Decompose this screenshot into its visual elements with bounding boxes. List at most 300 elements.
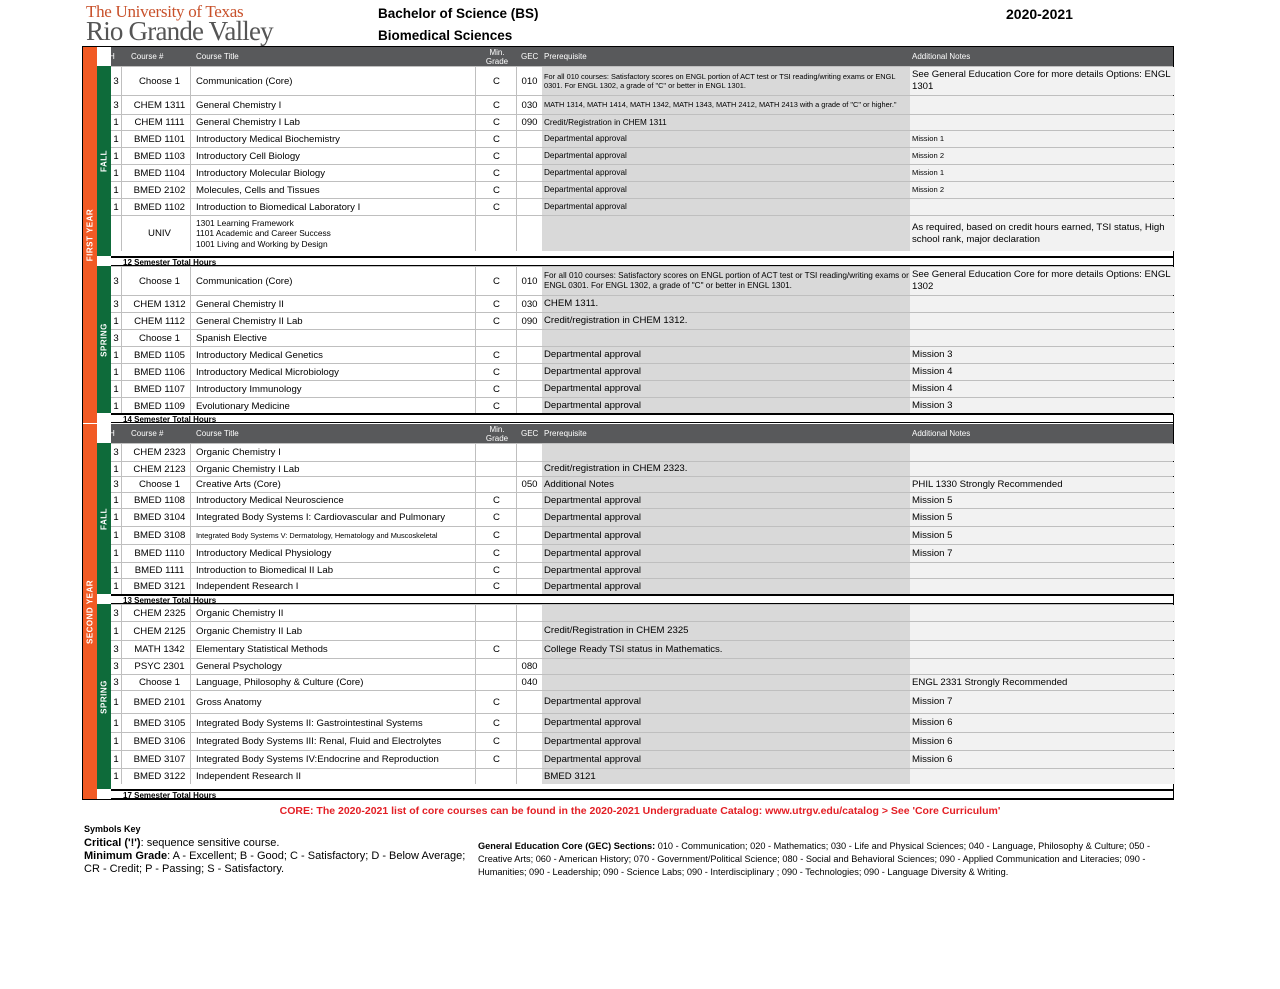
credit-hours: 1 xyxy=(111,313,122,329)
course-row xyxy=(111,578,1173,594)
course-number: BMED 1106 xyxy=(129,364,191,380)
prerequisite: MATH 1314, MATH 1414, MATH 1342, MATH 1343, MATH 2412, MATH 2413 with a grade of "C" or higher." xyxy=(542,96,910,114)
course-number: BMED 1103 xyxy=(129,148,191,164)
gec-code xyxy=(517,364,542,380)
prerequisite: Credit/registration in CHEM 1312. xyxy=(542,313,910,329)
additional-notes: Mission 2 xyxy=(910,182,1175,198)
gec-text: 010 - Communication; 020 - Mathematics; 030 - Life and Physical Sciences; 040 - Language, Philosophy & Culture; 050 - Creative Arts; 060 - American History; 070 - Government/Political Science; 080 - Social and Behavioral Sciences; 090 - Applied Communication and Literacies; 090 - Humanities; 090 - Leadership; 090 - Science Labs; 090 - Interdisciplinary ; 090 - Technologies; 090 - Language Diversity & Writing. xyxy=(478,841,1151,877)
min-grade xyxy=(477,330,517,346)
min-grade: C xyxy=(477,96,517,114)
additional-notes: Mission 1 xyxy=(910,165,1175,181)
course-title: Gross Anatomy xyxy=(194,691,476,713)
course-title: Introduction to Biomedical Laboratory I xyxy=(194,199,476,215)
prerequisite: Departmental approval xyxy=(542,131,910,147)
course-title: Independent Research II xyxy=(194,769,476,784)
course-row xyxy=(111,164,1173,181)
critical-label: Critical ('!') xyxy=(84,837,141,849)
gec-code: 010 xyxy=(521,275,538,287)
additional-notes xyxy=(910,296,1175,312)
critical-flag xyxy=(122,691,129,713)
course-row xyxy=(111,346,1173,363)
min-grade-line2: Grade xyxy=(485,57,509,66)
course-number: BMED 1109 xyxy=(129,398,191,414)
course-number: BMED 1111 xyxy=(129,563,191,578)
additional-notes: PHIL 1330 Strongly Recommended xyxy=(910,477,1175,492)
additional-notes: As required, based on credit hours earned, TSI status, High school rank, major declaration xyxy=(910,216,1175,251)
credit-hours: 3 xyxy=(111,605,122,621)
prerequisite: Additional Notes xyxy=(542,477,910,492)
gec-code: 080 xyxy=(521,661,538,672)
critical-flag xyxy=(122,444,129,461)
course-number: CHEM 2323 xyxy=(129,444,191,461)
gec-legend xyxy=(478,840,1168,879)
column-prerequisite: Prerequisite xyxy=(544,52,587,61)
course-title: Introductory Medical Neuroscience xyxy=(194,493,476,508)
credit-hours: 1 xyxy=(111,182,122,198)
catalog-year: 2020-2021 xyxy=(1006,6,1073,22)
course-title: Introductory Molecular Biology xyxy=(194,165,476,181)
course-number: Choose 1 xyxy=(129,675,191,690)
prerequisite: Credit/Registration in CHEM 2325 xyxy=(542,622,910,640)
critical-flag xyxy=(122,675,129,690)
credit-hours: 1 xyxy=(111,714,122,732)
prerequisite: For all 010 courses: Satisfactory scores on ENGL portion of ACT test or TSI reading/writing exams or ENGL 0301. For ENGL 1302, a grade of "C" or better in ENGL 1301. xyxy=(542,267,910,295)
credit-hours: 1 xyxy=(111,751,122,768)
gec-code: 090 xyxy=(521,315,538,327)
prerequisite: Departmental approval xyxy=(542,509,910,526)
gec-code xyxy=(517,165,542,181)
course-row xyxy=(111,461,1173,476)
min-grade: C xyxy=(477,347,517,363)
utrgv-logo xyxy=(86,2,286,46)
additional-notes: Mission 1 xyxy=(910,131,1175,147)
credit-hours: 1 xyxy=(111,115,122,130)
course-row xyxy=(111,690,1173,713)
course-title: Introductory Medical Biochemistry xyxy=(194,131,476,147)
course-title-line: 1301 Learning Framework xyxy=(196,217,294,228)
gec-code xyxy=(517,148,542,164)
credit-hours: 3 xyxy=(111,675,122,690)
course-row xyxy=(111,768,1173,784)
year-label-bar xyxy=(83,424,97,799)
course-title: General Chemistry I Lab xyxy=(194,115,476,130)
gec-code xyxy=(517,769,542,784)
semester-label: SPRING xyxy=(99,679,109,714)
course-number: BMED 3121 xyxy=(129,579,191,594)
credit-hours: 1 xyxy=(111,545,122,562)
semester-total-hours xyxy=(111,256,1173,266)
critical-flag xyxy=(122,296,129,312)
symbols-legend xyxy=(84,837,474,876)
additional-notes xyxy=(910,313,1175,329)
course-number: BMED 3106 xyxy=(129,733,191,750)
min-grade: C xyxy=(477,563,517,578)
course-number: BMED 2101 xyxy=(129,691,191,713)
course-number: BMED 3107 xyxy=(129,751,191,768)
min-grade: C xyxy=(477,509,517,526)
prerequisite: CHEM 1311. xyxy=(542,296,910,312)
course-title: Integrated Body Systems V: Dermatology, Hematology and Muscoskeletal xyxy=(194,527,476,544)
course-row xyxy=(111,750,1173,768)
year-label-bar xyxy=(83,47,97,423)
critical-flag xyxy=(122,347,129,363)
course-row xyxy=(111,380,1173,397)
column-course-number: Course # xyxy=(131,429,164,438)
course-number: BMED 2102 xyxy=(129,182,191,198)
course-number: CHEM 1311 xyxy=(129,96,191,114)
column-critical: ! xyxy=(99,52,102,61)
course-title: Introduction to Biomedical II Lab xyxy=(194,563,476,578)
semester-total-label: 13 Semester Total Hours xyxy=(123,596,217,605)
critical-flag xyxy=(122,398,129,414)
credit-hours: 1 xyxy=(111,527,122,544)
min-grade: C xyxy=(477,182,517,198)
prerequisite: Departmental approval xyxy=(542,579,910,594)
course-number: BMED 1104 xyxy=(129,165,191,181)
course-row xyxy=(111,562,1173,578)
prerequisite xyxy=(542,444,910,461)
gec-code xyxy=(517,330,542,346)
min-grade: C xyxy=(477,493,517,508)
additional-notes xyxy=(910,579,1175,594)
column-course-title: Course Title xyxy=(196,429,239,438)
min-grade: C xyxy=(477,148,517,164)
additional-notes xyxy=(910,605,1175,621)
min-grade xyxy=(477,675,517,690)
additional-notes xyxy=(910,622,1175,640)
additional-notes xyxy=(910,769,1175,784)
prerequisite xyxy=(542,675,910,690)
gec-code xyxy=(517,545,542,562)
additional-notes xyxy=(910,199,1175,215)
column-hours: H xyxy=(109,52,115,61)
prerequisite: Departmental approval xyxy=(542,364,910,380)
column-notes: Additional Notes xyxy=(912,429,971,438)
critical-flag xyxy=(122,364,129,380)
additional-notes: See General Education Core for more details Options: ENGL 1302 xyxy=(910,267,1175,295)
credit-hours: 3 xyxy=(111,659,122,674)
critical-flag xyxy=(122,267,129,295)
gec-code xyxy=(517,199,542,215)
course-title: Introductory Cell Biology xyxy=(194,148,476,164)
min-grade: C xyxy=(477,364,517,380)
course-row xyxy=(111,526,1173,544)
min-grade-line1: Min. xyxy=(489,48,505,57)
course-title: General Chemistry II Lab xyxy=(194,313,476,329)
course-row xyxy=(111,604,1173,621)
course-row xyxy=(111,147,1173,164)
min-grade: C xyxy=(477,714,517,732)
credit-hours: 1 xyxy=(111,347,122,363)
critical-flag xyxy=(122,182,129,198)
gec-code: 090 xyxy=(521,117,538,128)
min-grade: C xyxy=(477,579,517,594)
additional-notes: Mission 5 xyxy=(910,527,1175,544)
critical-flag xyxy=(122,462,129,476)
semester-total-hours xyxy=(111,594,1173,604)
year-label: FIRST YEAR xyxy=(85,208,95,262)
course-title: Elementary Statistical Methods xyxy=(194,641,476,658)
course-number: BMED 3105 xyxy=(129,714,191,732)
critical-flag xyxy=(122,199,129,215)
course-row xyxy=(111,492,1173,508)
critical-flag xyxy=(122,381,129,397)
degree-title: Bachelor of Science (BS) xyxy=(378,6,539,21)
course-number: CHEM 1111 xyxy=(129,115,191,130)
course-number: BMED 1108 xyxy=(129,493,191,508)
course-number: BMED 1101 xyxy=(129,131,191,147)
course-title: Organic Chemistry I Lab xyxy=(194,462,476,476)
min-grade xyxy=(477,622,517,640)
credit-hours: 1 xyxy=(111,131,122,147)
additional-notes: Mission 4 xyxy=(910,364,1175,380)
prerequisite: Credit/Registration in CHEM 1311 xyxy=(542,115,910,130)
additional-notes xyxy=(910,659,1175,674)
course-row xyxy=(111,95,1173,114)
additional-notes xyxy=(910,444,1175,461)
prerequisite: Departmental approval xyxy=(542,691,910,713)
column-gec: GEC xyxy=(521,429,539,438)
min-grade xyxy=(477,769,517,784)
additional-notes xyxy=(910,96,1175,114)
course-row xyxy=(111,640,1173,658)
prerequisite: Departmental approval xyxy=(542,381,910,397)
course-row xyxy=(111,215,1173,251)
semester-label-bar xyxy=(97,604,111,789)
credit-hours: 1 xyxy=(111,769,122,784)
gec-code xyxy=(517,493,542,508)
course-title-line: 1101 Academic and Career Success xyxy=(196,228,331,239)
min-grade: C xyxy=(477,545,517,562)
course-title: Independent Research I xyxy=(194,579,476,594)
column-min-grade xyxy=(483,48,511,67)
course-title: Spanish Elective xyxy=(194,330,476,346)
semester-total-hours xyxy=(111,789,1173,799)
critical-flag xyxy=(122,641,129,658)
column-notes: Additional Notes xyxy=(912,52,971,61)
additional-notes xyxy=(910,462,1175,476)
credit-hours: 3 xyxy=(111,96,122,114)
semester-total-label: 14 Semester Total Hours xyxy=(123,415,217,424)
semester-label: SPRING xyxy=(99,322,109,357)
course-number: MATH 1342 xyxy=(129,641,191,658)
prerequisite xyxy=(542,216,910,251)
credit-hours: 1 xyxy=(111,493,122,508)
prerequisite: Departmental approval xyxy=(542,347,910,363)
additional-notes xyxy=(910,563,1175,578)
course-title: Introductory Medical Physiology xyxy=(194,545,476,562)
prerequisite xyxy=(542,659,910,674)
core-note: CORE: The 2020-2021 list of core courses can be found in the 2020-2021 Undergraduate Catalog: www.utrgv.edu/catalog > See 'Core Curriculum' xyxy=(279,805,1001,817)
course-number: Choose 1 xyxy=(129,477,191,492)
min-grade-line1: Min. xyxy=(489,425,505,434)
additional-notes xyxy=(910,641,1175,658)
additional-notes: Mission 3 xyxy=(910,398,1175,414)
course-title: Creative Arts (Core) xyxy=(194,477,476,492)
gec-code xyxy=(517,733,542,750)
course-row xyxy=(111,674,1173,690)
critical-flag xyxy=(122,216,129,251)
logo-line1: The University of Texas xyxy=(86,2,244,21)
min-grade: C xyxy=(477,691,517,713)
credit-hours: 1 xyxy=(111,509,122,526)
min-grade-line2: Grade xyxy=(485,434,509,443)
critical-text: : sequence sensitive course. xyxy=(140,837,280,849)
min-grade: C xyxy=(477,313,517,329)
course-title-line: 1001 Living and Working by Design xyxy=(196,238,328,249)
credit-hours: 1 xyxy=(111,462,122,476)
course-title: Communication (Core) xyxy=(194,67,476,95)
major-title: Biomedical Sciences xyxy=(378,28,513,43)
prerequisite: Departmental approval xyxy=(542,165,910,181)
semester-label: FALL xyxy=(99,150,109,172)
critical-flag xyxy=(122,622,129,640)
credit-hours: 3 xyxy=(111,67,122,95)
semester-label: FALL xyxy=(99,507,109,530)
min-grade-text: : A - Excellent; B - Good; C - Satisfactory; D - Below Average; CR - Credit; P - Passing; S - Satisfactory. xyxy=(84,850,466,875)
min-grade: C xyxy=(477,267,517,295)
critical-flag xyxy=(122,527,129,544)
critical-flag xyxy=(122,579,129,594)
course-title: General Chemistry II xyxy=(194,296,476,312)
gec-code xyxy=(517,182,542,198)
column-course-title: Course Title xyxy=(196,52,239,61)
critical-flag xyxy=(122,714,129,732)
course-number: UNIV xyxy=(129,216,191,251)
prerequisite: College Ready TSI status in Mathematics. xyxy=(542,641,910,658)
credit-hours: 1 xyxy=(111,622,122,640)
credit-hours: 1 xyxy=(111,165,122,181)
additional-notes: See General Education Core for more details Options: ENGL 1301 xyxy=(910,67,1175,95)
critical-flag xyxy=(122,769,129,784)
critical-flag xyxy=(122,115,129,130)
gec-code xyxy=(517,751,542,768)
semester-total-label: 17 Semester Total Hours xyxy=(123,791,217,800)
course-title: Organic Chemistry II xyxy=(194,605,476,621)
critical-flag xyxy=(122,148,129,164)
course-title: Organic Chemistry I xyxy=(194,444,476,461)
gec-code xyxy=(517,691,542,713)
course-title: Integrated Body Systems I: Cardiovascular and Pulmonary xyxy=(194,509,476,526)
min-grade: C xyxy=(477,131,517,147)
credit-hours: 1 xyxy=(111,398,122,414)
semester-label-bar xyxy=(97,66,111,256)
credit-hours: 3 xyxy=(111,641,122,658)
min-grade: C xyxy=(477,296,517,312)
gec-code xyxy=(517,605,542,621)
course-number: BMED 1102 xyxy=(129,199,191,215)
credit-hours: 3 xyxy=(111,477,122,492)
course-number: CHEM 2123 xyxy=(129,462,191,476)
column-header-row xyxy=(99,424,1173,443)
min-grade: C xyxy=(477,751,517,768)
column-min-grade xyxy=(483,425,511,444)
additional-notes: Mission 3 xyxy=(910,347,1175,363)
min-grade: C xyxy=(477,199,517,215)
course-row xyxy=(111,544,1173,562)
min-grade xyxy=(477,444,517,461)
course-row xyxy=(111,181,1173,198)
critical-flag xyxy=(122,605,129,621)
critical-flag xyxy=(122,165,129,181)
course-title: Organic Chemistry II Lab xyxy=(194,622,476,640)
column-course-number: Course # xyxy=(131,52,164,61)
course-row xyxy=(111,713,1173,732)
course-number: CHEM 1112 xyxy=(129,313,191,329)
gec-code xyxy=(517,462,542,476)
additional-notes: Mission 5 xyxy=(910,509,1175,526)
prerequisite: Departmental approval xyxy=(542,545,910,562)
gec-code: 010 xyxy=(521,75,538,87)
course-title: Molecules, Cells and Tissues xyxy=(194,182,476,198)
credit-hours: 1 xyxy=(111,381,122,397)
column-critical: ! xyxy=(99,429,102,438)
course-row xyxy=(111,66,1173,95)
min-grade xyxy=(477,462,517,476)
column-hours: H xyxy=(109,429,115,438)
critical-flag xyxy=(122,330,129,346)
min-grade: C xyxy=(477,641,517,658)
gec-code xyxy=(517,714,542,732)
credit-hours: 3 xyxy=(111,296,122,312)
gec-code xyxy=(517,398,542,414)
prerequisite: Departmental approval xyxy=(542,714,910,732)
min-grade: C xyxy=(477,67,517,95)
course-title: Introductory Immunology xyxy=(194,381,476,397)
course-number: CHEM 1312 xyxy=(129,296,191,312)
additional-notes: Mission 6 xyxy=(910,751,1175,768)
semester-total-label: 12 Semester Total Hours xyxy=(123,258,217,267)
credit-hours: 1 xyxy=(111,148,122,164)
min-grade xyxy=(477,216,517,251)
course-number: BMED 1105 xyxy=(129,347,191,363)
course-number: Choose 1 xyxy=(129,67,191,95)
critical-flag xyxy=(122,509,129,526)
gec-code xyxy=(517,216,542,251)
critical-flag xyxy=(122,733,129,750)
critical-flag xyxy=(122,545,129,562)
course-title: General Chemistry I xyxy=(194,96,476,114)
course-row xyxy=(111,397,1173,414)
course-title: Integrated Body Systems III: Renal, Fluid and Electrolytes xyxy=(194,733,476,750)
course-number: BMED 1110 xyxy=(129,545,191,562)
gec-code xyxy=(517,563,542,578)
gec-code xyxy=(517,509,542,526)
min-grade: C xyxy=(477,381,517,397)
gec-code: 050 xyxy=(521,479,538,490)
critical-flag xyxy=(122,659,129,674)
additional-notes: Mission 4 xyxy=(910,381,1175,397)
additional-notes: Mission 2 xyxy=(910,148,1175,164)
credit-hours: 1 xyxy=(111,733,122,750)
additional-notes: Mission 6 xyxy=(910,714,1175,732)
prerequisite: Departmental approval xyxy=(542,563,910,578)
min-grade: C xyxy=(477,398,517,414)
prerequisite: Departmental approval xyxy=(542,148,910,164)
course-row xyxy=(111,363,1173,380)
min-grade: C xyxy=(477,115,517,130)
gec-code xyxy=(517,347,542,363)
course-title xyxy=(194,216,476,251)
degree-plan-table xyxy=(82,46,1174,800)
prerequisite xyxy=(542,605,910,621)
prerequisite: Departmental approval xyxy=(542,199,910,215)
gec-code: 030 xyxy=(521,99,538,111)
course-number: Choose 1 xyxy=(129,330,191,346)
critical-flag xyxy=(122,751,129,768)
gec-code xyxy=(517,622,542,640)
min-grade xyxy=(477,605,517,621)
